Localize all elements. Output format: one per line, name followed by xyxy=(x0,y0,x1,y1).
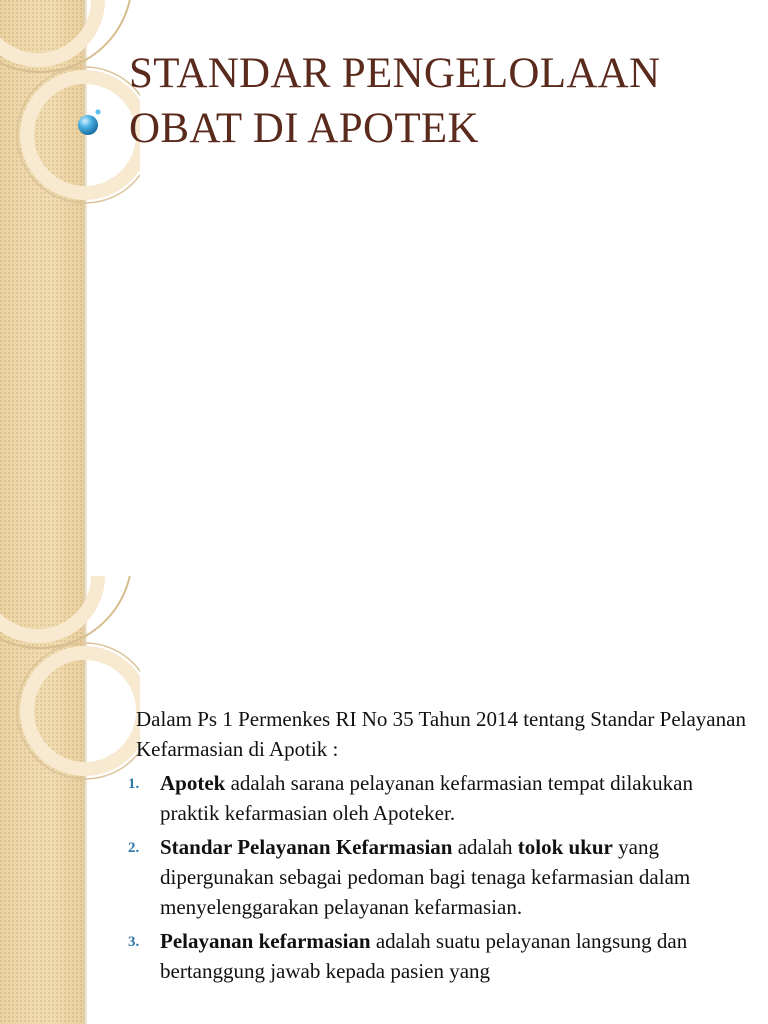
slide-title: STANDAR PENGELOLAAN OBAT DI APOTEK xyxy=(129,50,661,152)
accent-dot-icon xyxy=(78,115,98,135)
term: Apotek xyxy=(160,771,226,795)
ring-top xyxy=(0,0,98,60)
accent-dot-small-icon xyxy=(96,110,101,115)
definition: adalah suatu pelayanan langsung dan bertanggung jawab kepada pasien yang xyxy=(160,929,688,983)
intro-text: Dalam Ps 1 Permenkes RI No 35 Tahun 2014 tentang Standar Pelayanan Kefarmasian di Apotik : xyxy=(136,707,746,761)
list-item xyxy=(128,832,746,922)
definition: adalah xyxy=(452,835,518,859)
ring-middle xyxy=(27,653,140,769)
definition: adalah sarana pelayanan kefarmasian tempat dilakukan praktik kefarmasian oleh Apoteker. xyxy=(160,771,693,825)
definition: yang dipergunakan sebagai pedoman bagi tenaga kefarmasian dalam menyelenggarakan pelayanan kefarmasian. xyxy=(160,835,691,919)
list-item xyxy=(128,926,746,986)
list-number: 1. xyxy=(128,776,140,792)
definition-list xyxy=(128,768,746,986)
term: Pelayanan kefarmasian xyxy=(160,929,371,953)
ring-middle xyxy=(27,77,140,193)
decorative-rings xyxy=(0,0,140,576)
list-number: 2. xyxy=(128,840,140,856)
term-emphasis: tolok ukur xyxy=(517,835,613,859)
decorative-rings xyxy=(0,576,140,1024)
ring-top xyxy=(0,576,98,636)
list-item xyxy=(128,768,746,828)
term: Standar Pelayanan Kefarmasian xyxy=(160,835,453,859)
slide-body xyxy=(128,704,746,986)
list-number: 3. xyxy=(128,934,140,950)
